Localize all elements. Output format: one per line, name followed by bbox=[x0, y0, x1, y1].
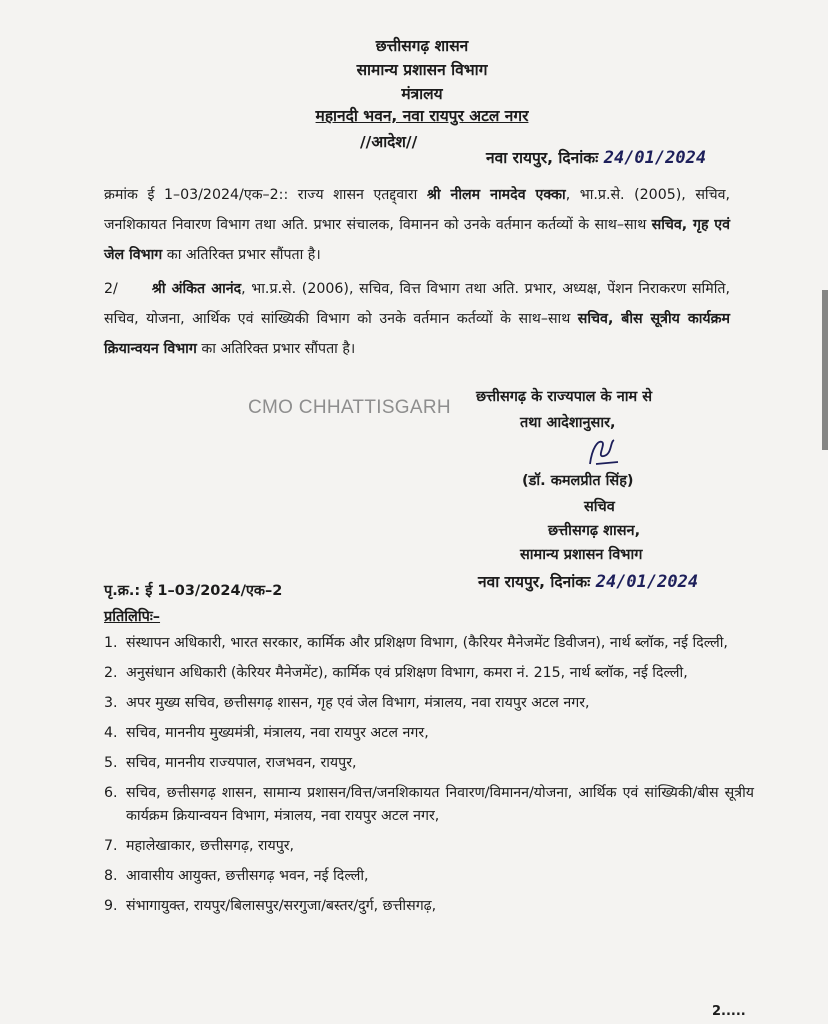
list-item-number: 7. bbox=[104, 838, 118, 854]
para2-text-b: , भा.प्र.से. (2006), सचिव, वित्त विभाग तथा अति. प्रभार, अध्यक्ष, पेंशन निराकरण समिति, सचिव, योजना, आर्थिक एवं सांख्यिकी विभाग को उनके वर्तमान कर्तव्यों के साथ–साथ bbox=[104, 281, 730, 327]
list-item-number: 2. bbox=[104, 665, 118, 681]
para1-text-c: का अतिरिक्त प्रभार सौंपता है। bbox=[162, 247, 321, 263]
list-item-number: 9. bbox=[104, 898, 118, 914]
watermark: CMO CHHATTISGARH bbox=[248, 397, 451, 418]
header-government: छत्तीसगढ़ शासन bbox=[375, 37, 469, 55]
para2-number: 2/ bbox=[104, 281, 152, 297]
list-item-number: 6. bbox=[104, 785, 118, 801]
list-item bbox=[104, 752, 754, 775]
para1-text-a: क्रमांक ई 1–03/2024/एक–2:: राज्य शासन एतद्द्वारा bbox=[104, 187, 427, 203]
copy-list bbox=[104, 632, 754, 925]
para2-text-c: का अतिरिक्त प्रभार सौंपता है। bbox=[196, 341, 356, 357]
list-item bbox=[104, 692, 754, 715]
list-item bbox=[104, 835, 754, 858]
list-item-number: 3. bbox=[104, 695, 118, 711]
list-item-text: अनुसंधान अधिकारी (केरियर मैनेजमेंट), कार्मिक एवं प्रशिक्षण विभाग, कमरा नं. 215, नार्थ ब्लॉक, नई दिल्ली, bbox=[126, 665, 688, 681]
list-item-text: संस्थापन अधिकारी, भारत सरकार, कार्मिक और प्रशिक्षण विभाग, (कैरियर मैनेजमेंट डिवीजन), नार्थ ब्लॉक, नई दिल्ली, bbox=[126, 635, 728, 651]
header-address: महानदी भवन, नवा रायपुर अटल नगर bbox=[315, 107, 529, 125]
list-item-number: 4. bbox=[104, 725, 118, 741]
list-item-text: आवासीय आयुक्त, छत्तीसगढ़ भवन, नई दिल्ली, bbox=[126, 868, 369, 884]
list-item bbox=[104, 782, 754, 828]
order-title: //आदेश// bbox=[360, 133, 418, 151]
para1-text-b: , भा.प्र.से. (2005), सचिव, जनशिकायत निवारण विभाग तथा अति. प्रभार संचालक, विमानन को उनके वर्तमान कर्तव्यों के साथ–साथ bbox=[104, 187, 730, 233]
list-item-text: सचिव, माननीय राज्यपाल, राजभवन, रायपुर, bbox=[126, 755, 357, 771]
place-label: नवा रायपुर, दिनांकः bbox=[486, 149, 599, 167]
endorsement-number: पृ.क्र.: ई 1–03/2024/एक–2 bbox=[104, 583, 283, 599]
signatory-office: छत्तीसगढ़ शासन, bbox=[548, 523, 641, 539]
list-item bbox=[104, 895, 754, 918]
signatory-department: सामान्य प्रशासन विभाग bbox=[520, 547, 643, 563]
page-edge-shadow bbox=[822, 290, 828, 450]
list-item bbox=[104, 722, 754, 745]
order-paragraph-2 bbox=[104, 274, 730, 364]
signatory-designation: सचिव bbox=[584, 499, 615, 515]
list-item-number: 5. bbox=[104, 755, 118, 771]
place-date-top bbox=[486, 146, 706, 168]
signature-authority-line1: छत्तीसगढ़ के राज्यपाल के नाम से bbox=[476, 389, 653, 405]
list-item bbox=[104, 865, 754, 888]
list-item-number: 8. bbox=[104, 868, 118, 884]
signature-scribble bbox=[582, 434, 626, 470]
list-item bbox=[104, 662, 754, 685]
list-item-text: महालेखाकार, छत्तीसगढ़, रायपुर, bbox=[126, 838, 295, 854]
signatory-name: (डॉ. कमलप्रीत सिंह) bbox=[522, 473, 634, 489]
para2-officer-name: श्री अंकित आनंद bbox=[151, 281, 242, 297]
handwritten-date-bottom: 24/01/2024 bbox=[595, 572, 699, 592]
handwritten-date: 24/01/2024 bbox=[603, 148, 707, 168]
header-ministry: मंत्रालय bbox=[401, 85, 443, 103]
list-item-text: अपर मुख्य सचिव, छत्तीसगढ़ शासन, गृह एवं जेल विभाग, मंत्रालय, नवा रायपुर अटल नगर, bbox=[126, 695, 590, 711]
place-date-bottom bbox=[478, 570, 698, 592]
place-label-bottom: नवा रायपुर, दिनांकः bbox=[478, 573, 591, 591]
list-item-text: सचिव, छत्तीसगढ़ शासन, सामान्य प्रशासन/वित्त/जनशिकायत निवारण/विमानन/योजना, आर्थिक एवं सांख्यिकी/बीस सूत्रीय कार्यक्रम क्रियान्वयन विभाग, मंत्रालय, नवा रायपुर अटल नगर, bbox=[126, 785, 754, 824]
copy-heading: प्रतिलिपिः– bbox=[104, 609, 161, 625]
header-department: सामान्य प्रशासन विभाग bbox=[356, 61, 488, 79]
para1-charge: सचिव, गृह एवं जेल विभाग bbox=[104, 217, 730, 263]
page-continuation: 2..... bbox=[712, 1004, 746, 1019]
list-item-number: 1. bbox=[104, 635, 118, 651]
order-paragraph-1 bbox=[104, 180, 730, 270]
para2-charge: सचिव, बीस सूत्रीय कार्यक्रम क्रियान्वयन विभाग bbox=[104, 311, 730, 357]
para1-officer-name: श्री नीलम नामदेव एक्का bbox=[426, 187, 566, 203]
signature-authority-line2: तथा आदेशानुसार, bbox=[520, 415, 616, 431]
list-item bbox=[104, 632, 754, 655]
list-item-text: संभागायुक्त, रायपुर/बिलासपुर/सरगुजा/बस्तर/दुर्ग, छत्तीसगढ़, bbox=[126, 898, 437, 914]
list-item-text: सचिव, माननीय मुख्यमंत्री, मंत्रालय, नवा रायपुर अटल नगर, bbox=[126, 725, 429, 741]
